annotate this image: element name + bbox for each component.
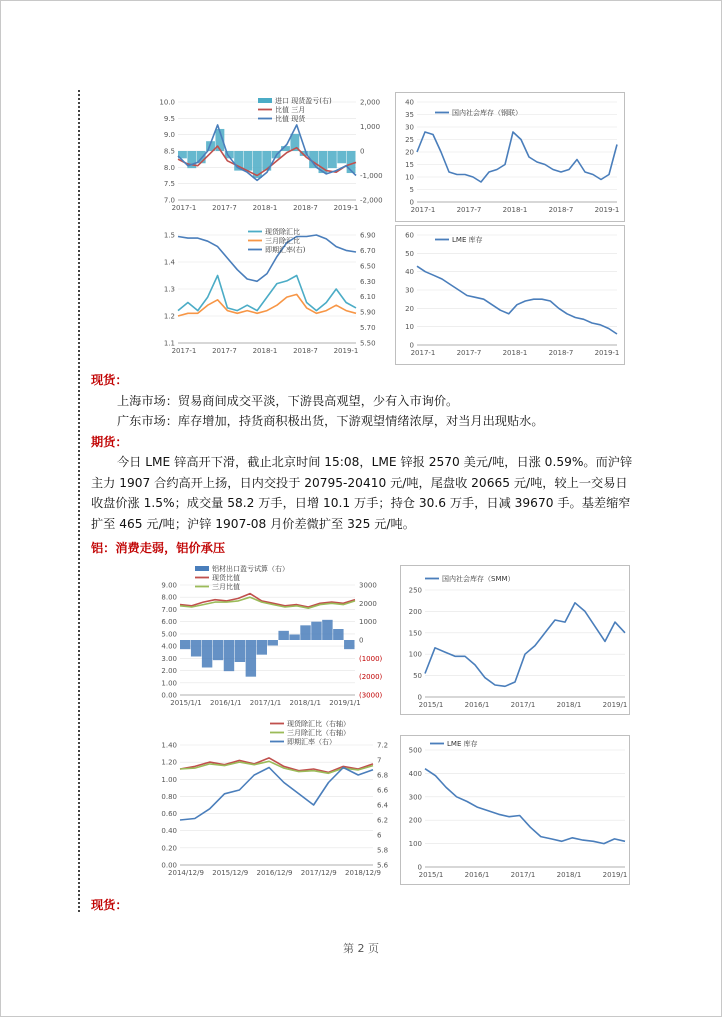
chart-zinc-spot-fx [148, 225, 388, 365]
y2-tick-label: 7.2 [377, 741, 389, 750]
bar [180, 640, 190, 649]
bar [278, 631, 288, 640]
legend-label: 即期汇率(右) [265, 246, 306, 254]
chart-al-spot-fx [145, 720, 390, 885]
legend-label: 国内社会库存（钢联） [452, 109, 522, 117]
y-tick-label: 500 [408, 746, 422, 755]
bar [213, 640, 223, 660]
y2-tick-label: 5.6 [377, 861, 389, 870]
y-tick-label: 0 [409, 341, 414, 350]
y-tick-label: 1.40 [161, 741, 177, 750]
y-tick-label: 6.00 [161, 618, 177, 627]
x-tick-label: 2017/1 [510, 701, 536, 709]
legend-label: 现货比值 [212, 574, 240, 582]
legend-label: 三月比值 [212, 583, 240, 591]
x-tick-label: 2015/1/1 [170, 699, 202, 707]
x-tick-label: 2017-7 [456, 206, 482, 214]
y-tick-label: 7.0 [163, 196, 175, 205]
bar [337, 151, 346, 163]
x-tick-label: 2016/12/9 [256, 869, 293, 877]
futures-line-3: 收盘价涨 1.5%；成交量 58.2 万手，日增 10.1 万手；持仓 30.6 万手，日减 39670 手。基差缩窄 [91, 496, 631, 510]
bar [202, 640, 212, 668]
y-tick-label: 1.5 [163, 231, 175, 240]
futures-line-1: 今日 LME 锌高开下滑，截止北京时间 15:08，LME 锌报 2570 美元/吨，日涨 0.59%。而沪锌 [117, 455, 633, 469]
bar [246, 640, 256, 677]
y2-tick-label: 5.90 [360, 308, 376, 317]
x-tick-label: 2017-1 [410, 206, 436, 214]
y2-tick-label: 0 [360, 147, 365, 156]
x-tick-label: 2018-1 [502, 206, 528, 214]
bar [344, 640, 354, 649]
y2-tick-label: 6.2 [377, 816, 389, 825]
x-tick-label: 2018-1 [252, 204, 278, 212]
x-tick-label: 2018/1/1 [289, 699, 321, 707]
spot-heading-2: 现货： [91, 898, 128, 912]
x-tick-label: 2017-1 [171, 347, 197, 355]
legend-swatch [195, 566, 209, 571]
y-tick-label: 0 [417, 863, 422, 872]
y-tick-label: 5 [409, 186, 414, 194]
chart-zinc-lme-stock [395, 225, 625, 365]
y2-tick-label: 6.4 [377, 801, 389, 810]
y-tick-label: 0.40 [161, 827, 177, 836]
y-tick-label: 35 [405, 111, 414, 119]
x-tick-label: 2018-7 [548, 349, 574, 357]
y-tick-label: 8.00 [161, 593, 177, 602]
x-tick-label: 2018-7 [548, 206, 574, 214]
legend-label: 即期汇率（右） [287, 738, 336, 746]
y-tick-label: 0 [417, 693, 422, 702]
y-tick-label: 100 [408, 840, 422, 849]
y-tick-label: 7.00 [161, 605, 177, 614]
y-tick-label: 8.5 [163, 147, 175, 156]
y-tick-label: 1.1 [163, 339, 175, 348]
series-line [178, 276, 356, 311]
chart-zinc-domestic-stock [395, 92, 625, 222]
y-tick-label: 25 [405, 136, 414, 144]
spot-section [91, 370, 636, 534]
y-tick-label: 60 [405, 231, 414, 240]
y2-tick-label: 6.6 [377, 786, 389, 795]
y-tick-label: 9.0 [163, 131, 175, 140]
y-tick-label: 3.00 [161, 654, 177, 663]
x-tick-label: 2017-1 [410, 349, 436, 357]
shanghai-market-text: 上海市场：贸易商间成交平淡，下游畏高观望，少有入市询价。 [117, 393, 459, 408]
y2-tick-label: 6.70 [360, 246, 376, 255]
legend-label: 铝材出口盈亏试算（右） [212, 565, 289, 573]
x-tick-label: 2018-1 [502, 349, 528, 357]
series-line [417, 266, 617, 334]
y-tick-label: 1.2 [163, 312, 175, 321]
y-tick-label: 50 [405, 249, 414, 258]
legend-label: 现货除汇比 [265, 228, 300, 236]
bar [311, 622, 321, 640]
x-tick-label: 2019-1 [333, 347, 359, 355]
futures-line-4: 扩至 465 元/吨；沪锌 1907-08 月价差微扩至 325 元/吨。 [91, 516, 415, 531]
x-tick-label: 2018/12/9 [345, 869, 381, 877]
y-tick-label: 10 [405, 323, 414, 332]
x-tick-label: 2017-7 [456, 349, 482, 357]
x-tick-label: 2016/1 [464, 701, 490, 709]
x-tick-label: 2018/1 [556, 871, 582, 879]
y2-tick-label: 5.50 [360, 339, 376, 348]
chart-al-domestic-stock [400, 565, 630, 715]
x-tick-label: 2017/1 [510, 871, 536, 879]
y2-tick-label: 1,000 [360, 123, 381, 131]
aluminum-heading: 铝：消费走弱，铝价承压 [91, 541, 226, 555]
x-tick-label: 2015/12/9 [212, 869, 249, 877]
y2-tick-label: 2000 [359, 599, 377, 608]
legend-label: 三月除汇比 [265, 237, 300, 245]
y2-tick-label: (3000) [359, 691, 383, 700]
bar [224, 640, 234, 671]
y2-tick-label: 6.50 [360, 262, 376, 271]
y-tick-label: 15 [405, 161, 414, 169]
series-line [180, 594, 355, 607]
x-tick-label: 2016/1 [464, 871, 490, 879]
x-tick-label: 2017/12/9 [300, 869, 337, 877]
y-tick-label: 40 [405, 268, 414, 277]
legend-swatch [258, 98, 272, 103]
y2-tick-label: 1000 [359, 618, 377, 627]
y-tick-label: 8.0 [163, 163, 175, 172]
y-tick-label: 0 [409, 198, 414, 207]
x-tick-label: 2015/1 [418, 701, 444, 709]
y-tick-label: 9.00 [161, 581, 177, 590]
page-number: 第 2 页 [343, 942, 379, 955]
chart-frame [401, 736, 630, 885]
y-tick-label: 20 [405, 304, 414, 313]
legend-label: 比值 三月 [275, 106, 306, 114]
legend-label: 三月除汇比（右轴） [287, 729, 350, 737]
y-tick-label: 10 [405, 173, 414, 182]
spot-heading: 现货： [91, 373, 128, 387]
y-tick-label: 250 [408, 586, 422, 595]
y-tick-label: 4.00 [161, 642, 177, 651]
y-tick-label: 1.20 [161, 758, 177, 767]
legend-label: LME 库存 [447, 740, 478, 748]
y-tick-label: 0.60 [161, 810, 177, 819]
legend-label: 现货除汇比（右轴） [287, 720, 350, 728]
y-tick-label: 0.00 [161, 691, 177, 700]
x-tick-label: 2017-7 [212, 204, 237, 212]
bar [328, 151, 337, 168]
bar [333, 629, 343, 640]
y-tick-label: 150 [408, 629, 422, 638]
x-tick-label: 2018-7 [293, 204, 318, 212]
x-tick-label: 2018-7 [293, 347, 318, 355]
bar [235, 640, 245, 662]
y2-tick-label: (1000) [359, 654, 383, 663]
x-tick-label: 2017-1 [171, 204, 197, 212]
y-tick-label: 0.80 [161, 792, 177, 801]
y-tick-label: 40 [405, 98, 414, 107]
y-tick-label: 9.5 [163, 114, 175, 123]
bar [244, 151, 253, 171]
legend-label: 国内社会库存（SMM） [442, 575, 515, 583]
y2-tick-label: -1,000 [360, 172, 383, 180]
y2-tick-label: 5.70 [360, 324, 376, 333]
y-tick-label: 300 [408, 793, 422, 802]
bar [191, 640, 201, 657]
y2-tick-label: -2,000 [360, 196, 383, 205]
y-tick-label: 50 [413, 672, 422, 681]
y2-tick-label: 6.90 [360, 231, 376, 240]
legend-label: 进口 现货盈亏(右) [275, 97, 332, 105]
chart-zinc-import [148, 92, 388, 222]
y2-tick-label: 0 [359, 636, 364, 645]
y2-tick-label: 6 [377, 831, 382, 840]
y2-tick-label: 6.10 [360, 293, 376, 302]
y-tick-label: 0.20 [161, 844, 177, 853]
legend-label: 比值 现货 [275, 115, 306, 123]
y-tick-label: 20 [405, 148, 414, 157]
futures-line-2: 主力 1907 合约高开上扬，日内交投于 20795-20410 元/吨，尾盘收 20665 元/吨，较上一交易日 [91, 475, 628, 490]
y-tick-label: 2.00 [161, 667, 177, 676]
x-tick-label: 2018/1 [556, 701, 582, 709]
x-tick-label: 2019-1 [594, 206, 620, 214]
x-tick-label: 2019-1 [594, 349, 620, 357]
y-tick-label: 10.0 [159, 98, 175, 107]
y-tick-label: 30 [405, 286, 414, 295]
bar [268, 640, 278, 646]
futures-heading: 期货： [91, 434, 128, 449]
y-tick-label: 200 [408, 607, 422, 616]
bar [289, 635, 299, 641]
x-tick-label: 2019-1 [333, 204, 359, 212]
y2-tick-label: 6.8 [377, 771, 389, 780]
x-tick-label: 2019/1/1 [329, 699, 361, 707]
x-tick-label: 2019/1 [602, 701, 628, 709]
series-line [180, 768, 373, 821]
y-tick-label: 1.00 [161, 775, 177, 784]
bar [322, 620, 332, 640]
y-tick-label: 7.5 [163, 180, 175, 189]
x-tick-label: 2016/1/1 [210, 699, 242, 707]
chart-al-export [145, 565, 390, 715]
y-tick-label: 1.4 [163, 258, 175, 267]
y2-tick-label: (2000) [359, 673, 383, 682]
x-tick-label: 2019/1 [602, 871, 628, 879]
y-tick-label: 5.00 [161, 630, 177, 639]
y-tick-label: 30 [405, 123, 414, 132]
chart-frame [396, 226, 625, 365]
y-tick-label: 200 [408, 816, 422, 825]
chart-al-lme-stock [400, 735, 630, 885]
y2-tick-label: 2,000 [360, 98, 381, 107]
guangdong-market-text: 广东市场：库存增加，持货商积极出货，下游观望情绪浓厚，对当月出现贴水。 [117, 414, 544, 428]
bar [257, 640, 267, 655]
x-tick-label: 2017-7 [212, 347, 237, 355]
y2-tick-label: 6.30 [360, 277, 376, 286]
dotted-margin-line [78, 90, 80, 912]
x-tick-label: 2018-1 [252, 347, 278, 355]
y-tick-label: 0.00 [161, 861, 177, 870]
series-line [425, 603, 625, 687]
y2-tick-label: 3000 [359, 581, 377, 590]
series-line [425, 769, 625, 844]
y-tick-label: 400 [408, 769, 422, 778]
chart-frame [401, 566, 630, 715]
y2-tick-label: 5.8 [377, 846, 389, 855]
y-tick-label: 100 [408, 650, 422, 659]
y2-tick-label: 7 [377, 756, 382, 765]
bar [300, 625, 310, 640]
x-tick-label: 2015/1 [418, 871, 444, 879]
y-tick-label: 1.00 [161, 679, 177, 688]
legend-label: LME 库存 [452, 236, 483, 244]
x-tick-label: 2017/1/1 [249, 699, 282, 707]
x-tick-label: 2014/12/9 [168, 869, 204, 877]
y-tick-label: 1.3 [163, 285, 175, 294]
